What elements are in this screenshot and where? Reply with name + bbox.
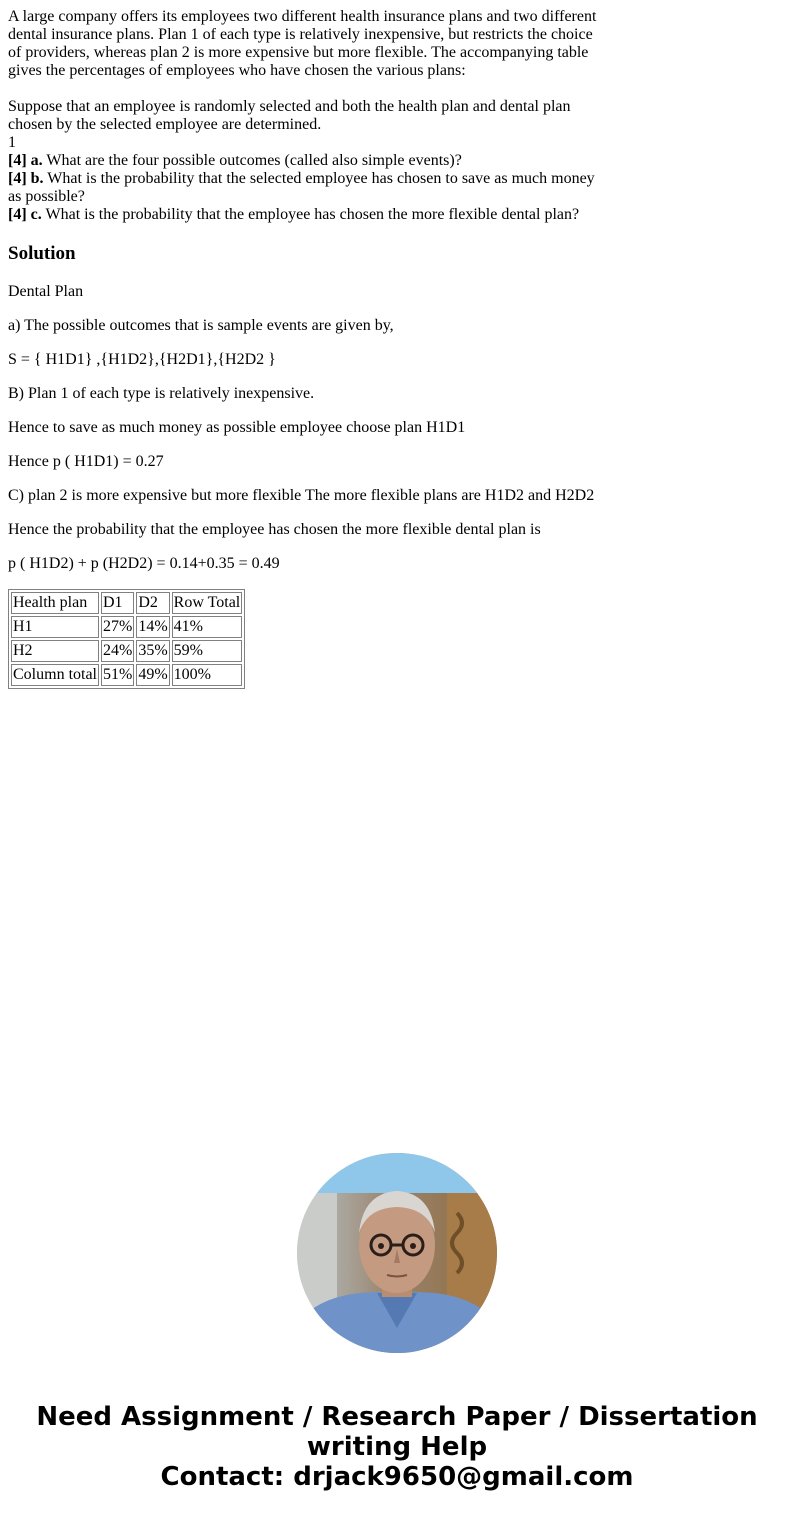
table-header-cell: Row Total [172,592,243,614]
table-cell: 51% [101,664,134,686]
author-avatar [297,1153,497,1353]
solution-line: Hence the probability that the employee has chosen the more flexible dental plan is [8,521,541,538]
table-cell: H2 [11,640,99,662]
question-part-c [8,206,608,224]
solution-line: B) Plan 1 of each type is relatively inexpensive. [8,385,315,402]
table-cell: 27% [101,616,134,638]
part-c-text: What is the probability that the employee has chosen the more flexible dental plan? [45,206,580,223]
banner-line-2: writing Help [306,1432,488,1462]
solution-line: Dental Plan [8,283,84,300]
solution-heading: Solution [8,243,76,264]
solution-line: Hence to save as much money as possible employee choose plan H1D1 [8,419,466,436]
table-cell: 14% [136,616,169,638]
table-cell: 49% [136,664,169,686]
solution-line: Hence p ( H1D1) = 0.27 [8,453,164,470]
author-portrait-illustration [297,1153,497,1353]
table-cell: 59% [172,640,243,662]
solution-line: S = { H1D1} ,{H1D2},{H2D1},{H2D2 } [8,351,276,368]
table-cell: 100% [172,664,243,686]
table-cell: 41% [172,616,243,638]
part-a-label: [4] a. [8,152,43,169]
solution-line: p ( H1D2) + p (H2D2) = 0.14+0.35 = 0.49 [8,555,280,572]
banner-contact-line: Contact: drjack9650@gmail.com [160,1462,634,1492]
promo-banner [0,1402,794,1492]
table-header-cell: Health plan [11,592,99,614]
table-cell: H1 [11,616,99,638]
part-b-text: What is the probability that the selected employee has chosen to save as much money as possible? [8,170,595,205]
part-b-label: [4] b. [8,170,44,187]
banner-line-1: Need Assignment / Research Paper / Dissertation [36,1402,758,1432]
table-header-cell: D2 [136,592,169,614]
part-a-text: What are the four possible outcomes (called also simple events)? [46,152,462,169]
solution-line: C) plan 2 is more expensive but more flexible The more flexible plans are H1D2 and H2D2 [8,487,595,504]
question-intro: A large company offers its employees two different health insurance plans and two different dental insurance plans. Plan 1 of each type is relatively inexpensive, but restricts the choice of providers, whereas plan 2 is more expensive but more flexible. The accompanying table gives the percentages of employees who have chosen the various plans: [8,8,597,79]
question-block [8,8,608,224]
table-cell: Column total [11,664,99,686]
question-part-b [8,170,608,206]
table-cell: 35% [136,640,169,662]
table-header-cell: D1 [101,592,134,614]
solution-line: a) The possible outcomes that is sample events are given by, [8,317,394,334]
question-scenario: Suppose that an employee is randomly selected and both the health plan and dental plan chosen by the selected employee are determined. [8,98,571,133]
table-row [11,664,242,686]
part-c-label: [4] c. [8,206,42,223]
table-row [11,616,242,638]
table-header-row [11,592,242,614]
page-number: 1 [8,134,16,151]
table-row [11,640,242,662]
plan-percentages-table [8,589,245,689]
question-part-a [8,152,608,170]
table-cell: 24% [101,640,134,662]
